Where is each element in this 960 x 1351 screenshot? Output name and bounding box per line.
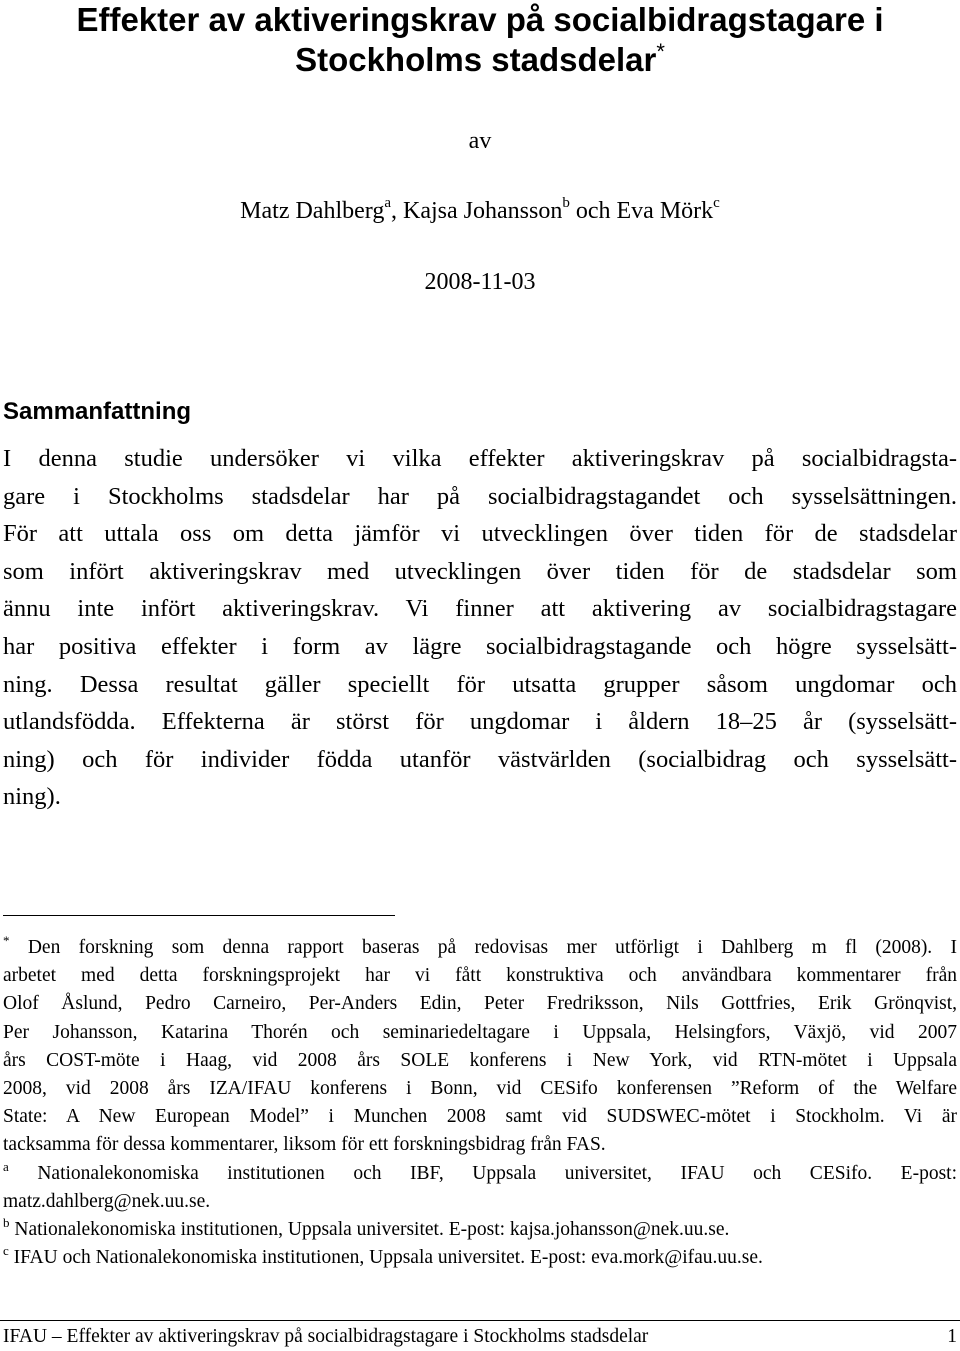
by-line: av (468, 128, 492, 154)
author-name: Eva Mörk (616, 198, 714, 224)
author-affiliation-marker: b (562, 195, 570, 211)
title-line-2: Stockholms stadsdelar (295, 41, 657, 78)
abstract-line: som infört aktiveringskrav med utvecklingen över tiden för de stadsdelar som (3, 557, 957, 585)
footnotes (3, 934, 957, 1272)
footnote-line: IFAU och Nationalekonomiska institutionen, Uppsala universitet. E-post: eva.mork@ifau.uu.se. (13, 1247, 763, 1269)
abstract-line: För att uttala oss om detta jämför vi utvecklingen över tiden för de stadsdelar (3, 520, 957, 548)
abstract-line: utlandsfödda. Effekterna är störst för ungdomar i åldern 18–25 år (sysselsätt- (3, 708, 957, 736)
footnote-line: arbetet med detta forskningsprojekt har vi fått konstruktiva och användbara kommentarer från (3, 965, 957, 987)
footnote-line: Olof Åslund, Pedro Carneiro, Per-Anders Edin, Peter Fredriksson, Nils Gottfries, Erik Grönqvist, (3, 993, 957, 1015)
author-list (0, 196, 960, 226)
footnote-marker: c (3, 1243, 9, 1259)
footnote-line: Per Johansson, Katarina Thorén och seminariedeltagare i Uppsala, Helsingfors, Växjö, vid 2007 (3, 1021, 957, 1043)
footnote-email-link[interactable]: matz.dahlberg@nek.uu.se. (3, 1190, 211, 1212)
footnote-line: tacksamma för dessa kommentarer, liksom för ett forskningsbidrag från FAS. (3, 1134, 606, 1156)
page-number: 1 (947, 1326, 957, 1347)
footnote-line: 2008, vid 2008 års IZA/IFAU konferens i Bonn, vid CESifo konferensen ”Reform of the Welfare (3, 1078, 957, 1100)
author-separator: , (391, 198, 404, 224)
abstract-heading: Sammanfattning (3, 398, 192, 425)
footnote-star (3, 934, 957, 962)
title-line-1: Effekter av aktiveringskrav på socialbidragstagare i (76, 1, 884, 38)
abstract-body (3, 440, 957, 816)
footnote-marker: a (3, 1158, 9, 1174)
footnote-divider (3, 915, 395, 916)
paper-title (0, 0, 960, 80)
footnote-line: Nationalekonomiska institutionen, Uppsala universitet. E-post: kajsa.johansson@nek.uu.se. (14, 1219, 730, 1241)
abstract-line: ännu inte infört aktiveringskrav. Vi finner att aktivering av socialbidragstagare (3, 595, 957, 623)
footnote-c (3, 1244, 957, 1272)
title-footnote-marker[interactable]: * (656, 39, 665, 64)
footnote-line: State: A New European Model” i Munchen 2008 samt vid SUDSWEC-mötet i Stockholm. Vi är (3, 1106, 957, 1128)
abstract-line: gare i Stockholms stadsdelar har på socialbidragstagandet och sysselsättningen. (3, 482, 957, 510)
author-affiliation-marker: a (384, 195, 392, 211)
footnote-line: Nationalekonomiska institutionen och IBF, Uppsala universitet, IFAU och CESifo. E-post: (37, 1162, 957, 1184)
author-name: Matz Dahlberg (240, 198, 385, 224)
author-affiliation-marker: c (713, 195, 720, 211)
footnote-marker: * (3, 933, 10, 948)
abstract-line: ning). (3, 783, 61, 811)
footnote-b (3, 1216, 957, 1244)
abstract-line: ning) och för individer födda utanför västvärlden (socialbidrag och sysselsätt- (3, 745, 957, 773)
publication-date: 2008-11-03 (424, 269, 536, 295)
footer-divider (0, 1320, 960, 1321)
abstract-line: ning. Dessa resultat gäller speciellt för utsatta grupper såsom ungdomar och (3, 670, 957, 698)
abstract-line: har positiva effekter i form av lägre socialbidragstagande och högre sysselsätt- (3, 632, 957, 660)
abstract-line: I denna studie undersöker vi vilka effekter aktiveringskrav på socialbidragsta- (3, 445, 957, 472)
footnote-line: års COST-möte i Haag, vid 2008 års SOLE konferens i New York, vid RTN-mötet i Uppsala (3, 1049, 957, 1071)
footnote-marker: b (3, 1215, 10, 1231)
running-title: IFAU – Effekter av aktiveringskrav på socialbidragstagare i Stockholms stadsdelar (3, 1326, 649, 1347)
footnote-line: Den forskning som denna rapport baseras på redovisas mer utförligt i Dahlberg m fl (2008). I (27, 937, 958, 958)
author-name: Kajsa Johansson (403, 198, 563, 224)
author-separator: och (569, 198, 617, 224)
footnote-a (3, 1160, 957, 1188)
